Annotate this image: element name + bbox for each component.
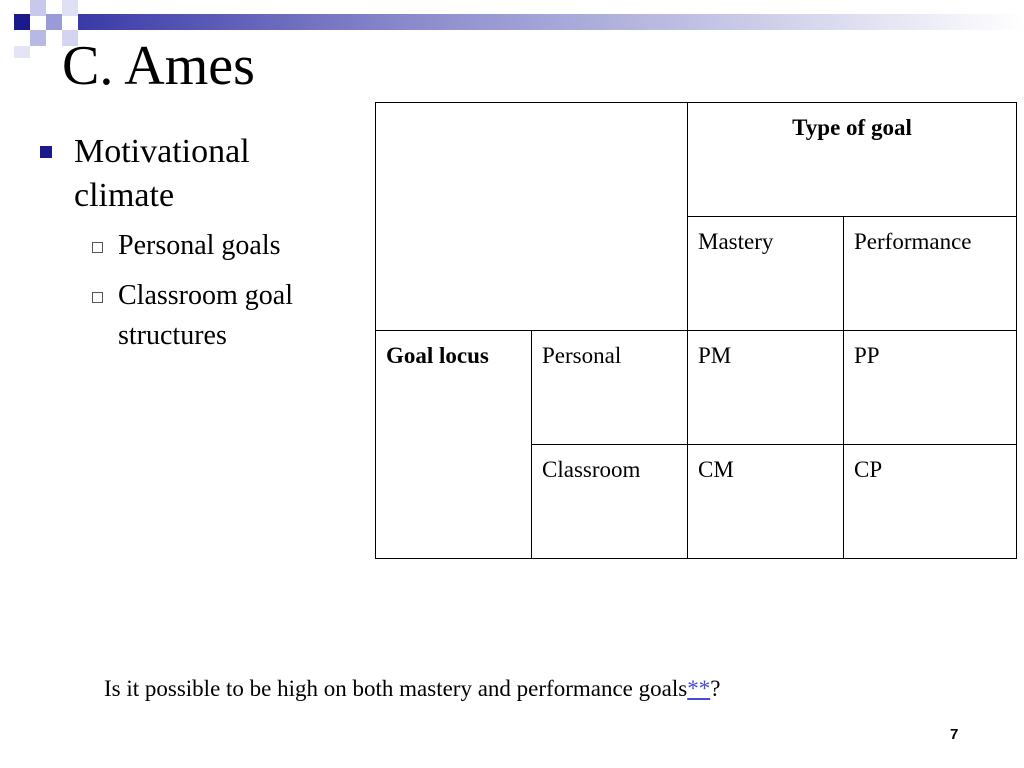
bullet-list [36, 130, 356, 356]
slide-title: C. Ames [62, 35, 255, 97]
sub-bullet-item [36, 276, 356, 356]
empty-corner-cell [376, 103, 688, 331]
goal-table [375, 102, 1017, 559]
table-row [376, 103, 1017, 217]
question-body: Is it possible to be high on both mastery and performance goals [104, 676, 688, 701]
table-cell-pp: PP [844, 331, 1017, 445]
hollow-square-bullet-icon [92, 292, 103, 303]
table-cell-pm: PM [688, 331, 844, 445]
header-type-of-goal: Type of goal [688, 103, 1017, 217]
row-label-classroom: Classroom [532, 445, 688, 559]
row-label-personal: Personal [532, 331, 688, 445]
column-header-mastery: Mastery [688, 217, 844, 331]
question-text [104, 674, 720, 704]
column-header-performance: Performance [844, 217, 1017, 331]
square-bullet-icon [40, 146, 52, 158]
bullet-item [36, 130, 356, 218]
sub-bullet-item [36, 226, 356, 266]
hollow-square-bullet-icon [92, 242, 103, 253]
table-row [376, 331, 1017, 445]
footnote-link[interactable]: ** [687, 676, 711, 701]
sub-bullet-text: Personal goals [118, 230, 281, 261]
table-cell-cp: CP [844, 445, 1017, 559]
page-number: 7 [950, 726, 959, 743]
bullet-text: Motivational climate [74, 133, 250, 214]
question-mark: ? [710, 676, 721, 701]
sub-bullet-text: Classroom goal structures [118, 280, 293, 351]
table-cell-cm: CM [688, 445, 844, 559]
row-header-goal-locus: Goal locus [376, 331, 532, 559]
